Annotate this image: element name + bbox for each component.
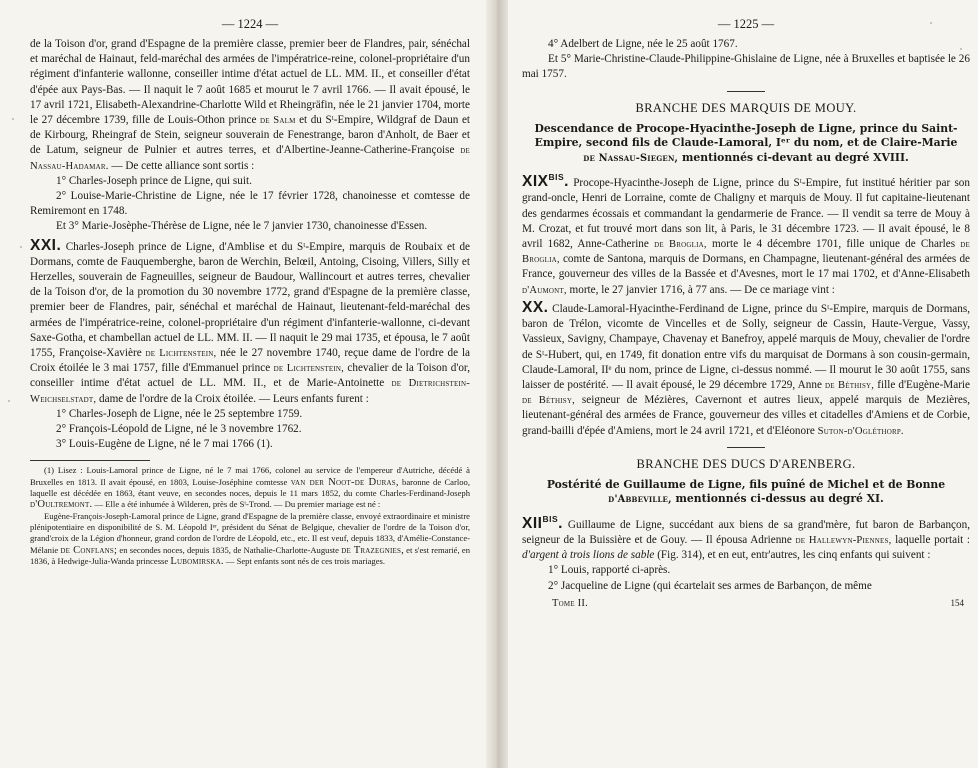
list-item: 1° Charles-Joseph de Ligne, née le 25 septembre 1759. — [56, 407, 303, 420]
list-item: 3° Louis-Eugène de Ligne, né le 7 mai 1766 (1). — [56, 438, 273, 451]
degree-paragraph: $XIX^{BIS}$. Procope-Hyacinthe-Joseph de Ligne, prince du Sᵗ-Empire, fut institué héritier par son grand-oncle, Henri de Lorraine, comte de Chaligny et marquis de Mouy. Il fut capitaine-lieutenant des gendarmes écossais et commandant la gendarmerie de France. — Il vendit sa terre de Mouy à M. Crozat, et fut trouvé mort dans son lit, à Paris, le 31 décembre 1723. — Il avait épousé, le 8 avril 1682, Anne-Catherine de Broglia, morte le 4 décembre 1701, fille unique de Charles de Broglia, comte de Santona, marquis de Dormans, en Champagne, lieutenant-général des armées de France, gouverneur des villes de la Bassée et d'Avesnes, mort le 17 mai 1702, et d'Anne-Elisabeth d'Aumont, morte, le 27 janvier 1716, à 77 ans. — De ce mariage vint : — [522, 172, 971, 296]
scan-speck — [8, 400, 10, 402]
scan-speck — [946, 140, 948, 142]
degree-paragraph: XX. Claude-Lamoral-Hyacinthe-Ferdinand de Ligne, prince du Sᵗ-Empire, marquis de Dormans, baron de Trélon, vicomte de Vincelles et de Solly, seigneur de Cassin, Haute-Vergue, Vassy, Vassieux, Savigny, Champaye, Chavenay et Banefroy, appelé marquis de Mouy, chevalier de l'ordre de Sᵗ-Hubert, qui, en 1749, fit donation entre vifs du marquisat de Dormans à son cousin-germain, Claude-Lamoral, IIᵉ du nom, prince de Ligne, ci-dessus nommé. — Il mourut le 30 août 1755, sans laisser de postérité. — Il avait épousé, le 29 décembre 1729, Anne de Béthisy, fille d'Eugène-Marie de Béthisy, seigneur de Mézières, Cavernont et autres lieux, appelé marquis de Mezières, lieutenant-général des armées de France, gouverneur des villes et citadelles d'Amiens et de Corbie, grand-bailli d'épée d'Amiens, mort le 24 avril 1721, et d'Eléonore Suton-d'Ogléthorp. — [522, 298, 971, 437]
left-page — [0, 0, 486, 768]
branch-title: BRANCHE DES MARQUIS DE MOUY. — [635, 100, 857, 115]
footnote-rule — [30, 460, 150, 461]
paragraph: de la Toison d'or, grand d'Espagne de la première classe, premier beer de Flandres, pair, sénéchal et maréchal de Hainaut, feld-maréchal des armées de l'impératrice-reine, colonel-propriétaire d'un régiment d'infanterie wallonne, conseiller intime d'état actuel de LL. MM. II., et conseiller d'état d'épée aux Pays-Bas. — Il naquit le 7 août 1685 et mourut le 7 avril 1766. — Il avait épousé, le 17 avril 1721, Elisabeth-Alexandrine-Charlotte Wild et Rheingräfin, née le 21 janvier 1704, morte le 27 décembre 1739, fille de Louis-Othon prince de Salm et du Sᵗ-Empire, Wildgraf de Daun et de Kirbourg, Rheingraf de Stein, seigneur souverain de Fenestrange, baron d'Anholt, de Baer et de Latum, seigneur de Pulnier et autres terres, et d'Albertine-Jeanne-Catherine-Françoise de Nassau-Hadamar. — De cette alliance sont sortis : — [30, 38, 471, 172]
footnote: (1) Lisez : Louis-Lamoral prince de Ligne, né le 7 mai 1766, colonel au service de l'empereur d'Autriche, décédé à Bruxelles en 1813. Il avait épousé, en 1803, Louise-Joséphine comtesse van der Noot-de Duras, baronne de Carloo, laquelle est décédée en 1863, étant veuve, en secondes noces, depuis le 11 mars 1852, du comte Charles-Ferdinand-Joseph d'Oultremont. — Elle a été inhumée à Wilderen, près de Sᵗ-Trond. — Du premier mariage est né : — [30, 465, 470, 511]
section-rule — [727, 447, 765, 448]
list-item: 2° François-Léopold de Ligne, né le 3 novembre 1762. — [56, 423, 302, 436]
degree-paragraph: $XII^{BIS}$. Guillaume de Ligne, succédant aux biens de sa grand'mère, fut baron de Barbançon, seigneur de la Buissière et de Gouy. — Il épousa Adrienne de Hallewyn-Piennes, laquelle portait : d'argent à trois lions de sable (Fig. 314), et en eut, entr'autres, les cinq enfants qui suivent : — [522, 513, 971, 562]
right-page — [508, 0, 978, 768]
list-item: 1° Charles-Joseph prince de Ligne, qui suit. — [56, 174, 252, 187]
signature-number: 154 — [950, 597, 964, 608]
degree-paragraph: XXI. Charles-Joseph prince de Ligne, d'Amblise et du Sᵗ-Empire, marquis de Roubaix et de Dormans, comte de Fauquemberghe, baron de Werchin, Belœil, Antoing, Cisoing, Villers, Silly et Herzelles, souverain de Fagneuilles, seigneur de Baudour, Wallincourt et autres terres, chevalier de la Toison d'or, de la promotion du 30 novembre 1772, grand d'Espagne de la première classe, premier beer de Flandres, pair, sénéchal et maréchal de Hainaut, lieutenant-feld-maréchal des armées de l'impératrice-reine, colonel-propriétaire d'un régiment d'infanterie-wallonne, ci-devant Saxe-Gotha, et chambellan actuel de LL. MM. II. — Il naquit le 29 mai 1735, et épousa, le 7 août 1755, Françoise-Xavière de Lichtenstein, née le 27 novembre 1740, reçue dame de l'ordre de la Croix étoilée le 3 mai 1757, fille d'Emmanuel prince de Lichtenstein, chevalier de la Toison d'or, conseiller intime d'état actuel de LL. MM. II., et de Marie-Antoinette de Dietrichstein-Weichselstadt, dame de l'ordre de la Croix étoilée. — Leurs enfants furent : — [30, 236, 471, 405]
section-rule — [727, 91, 765, 92]
page-number: — 1225 — — [717, 17, 775, 31]
descent-heading: Descendance de Procope-Hyacinthe-Joseph de Ligne, prince du Saint-Empire, second fils de Claude-Lamoral, Iᵉʳ du nom, et de Claire-Marie de Nassau-Siegen, mentionnés ci-devant au degré XVIII. — [534, 121, 958, 164]
page-footer — [522, 598, 970, 609]
footnotes — [30, 465, 470, 567]
scan-speck — [930, 22, 932, 24]
degree-number: XXI. — [30, 236, 62, 254]
list-item: 2° Jacqueline de Ligne (qui écartelait ses armes de Barbançon, de même — [548, 579, 872, 592]
scan-speck — [960, 48, 962, 50]
page-number: — 1224 — — [221, 17, 279, 31]
list-item: 4° Adelbert de Ligne, née le 25 août 1767. — [548, 38, 738, 50]
scan-speck — [20, 246, 22, 248]
descent-heading: Postérité de Guillaume de Ligne, fils puîné de Michel et de Bonne d'Abbeville, mentionnés ci-dessus au degré XI. — [546, 477, 946, 506]
scan-speck — [12, 118, 14, 120]
degree-number: $XII^{BIS}$. — [522, 513, 563, 532]
volume-label: Tome II. — [552, 597, 588, 609]
footnote: Eugène-François-Joseph-Lamoral prince de Ligne, grand d'Espagne de la première classe, envoyé extraordinaire et ministre plénipotentiaire en disponibilité de S. M. Léopold Iᵉʳ, président du Sénat de Belgique, chevalier de l'ordre de la Toison d'or, grand'croix de la Légion d'honneur, grand cordon de l'ordre de Léopold, etc., etc. Il est veuf, depuis 1833, d'Amélie-Constance-Mélanie de Conflans; en secondes noces, depuis 1835, de Nathalie-Charlotte-Auguste de Trazegnies, et s'est remarié, en 1836, à Hedwige-Julia-Wanda princesse Lubomirska. — Sept enfants sont nés de ces trois mariages. — [30, 510, 470, 567]
book-gutter — [486, 0, 508, 768]
list-item: Et 3° Marie-Josèphe-Thérèse de Ligne, née le 7 janvier 1730, chanoinesse d'Essen. — [56, 220, 428, 233]
degree-number: XX. — [522, 298, 549, 316]
list-item: 2° Louise-Marie-Christine de Ligne, née le 17 février 1728, chanoinesse et comtesse de Remiremont en 1748. — [30, 190, 470, 218]
list-item: Et 5° Marie-Christine-Claude-Philippine-Ghislaine de Ligne, née à Bruxelles et baptisée le 26 mai 1757. — [522, 53, 970, 81]
branch-title: BRANCHE DES DUCS D'ARENBERG. — [636, 456, 856, 471]
degree-number: $XIX^{BIS}$. — [522, 172, 569, 191]
list-item: 1° Louis, rapporté ci-après. — [548, 564, 671, 577]
